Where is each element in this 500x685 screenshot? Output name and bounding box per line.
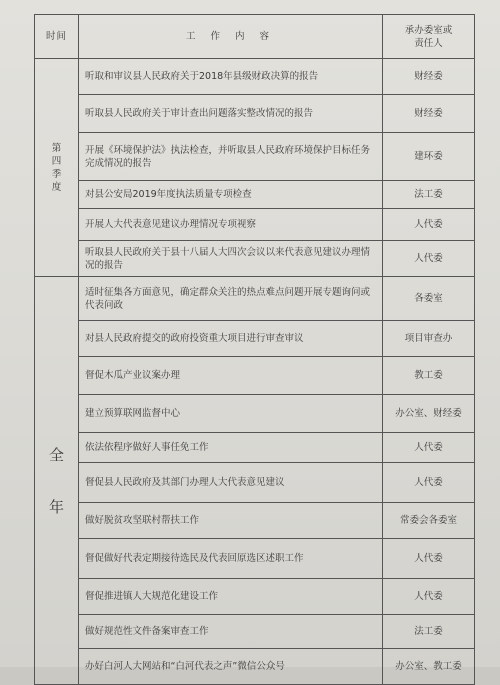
header-owner	[383, 15, 475, 59]
task-owner: 人代委	[383, 539, 475, 579]
table-row	[35, 95, 475, 133]
period-char: 四	[51, 155, 62, 167]
period-char: 全	[48, 445, 64, 464]
period-char: 季	[51, 168, 62, 180]
table-row	[35, 321, 475, 357]
task-owner: 项目审查办	[383, 321, 475, 357]
table-row	[35, 433, 475, 463]
task-owner: 财经委	[383, 59, 475, 95]
task-content: 开展人大代表意见建议办理情况专项视察	[79, 209, 383, 241]
task-content: 做好规范性文件备案审查工作	[79, 615, 383, 649]
period-char: 度	[51, 181, 62, 193]
task-content: 对县公安局2019年度执法质量专项检查	[79, 181, 383, 209]
period-cell-q4	[35, 59, 79, 277]
table-row	[35, 539, 475, 579]
table-row	[35, 615, 475, 649]
header-time: 时间	[35, 15, 79, 59]
task-content: 督促推进镇人大规范化建设工作	[79, 579, 383, 615]
table-row	[35, 133, 475, 181]
task-content: 督促做好代表定期接待选民及代表回原选区述职工作	[79, 539, 383, 579]
table-row	[35, 357, 475, 395]
task-owner: 各委室	[383, 277, 475, 321]
task-owner: 法工委	[383, 181, 475, 209]
work-schedule-table	[34, 14, 475, 685]
task-owner: 建环委	[383, 133, 475, 181]
task-owner: 办公室、财经委	[383, 395, 475, 433]
table-row	[35, 503, 475, 539]
task-owner: 人代委	[383, 433, 475, 463]
task-content: 适时征集各方面意见，确定群众关注的热点难点问题开展专题询问或代表问政	[79, 277, 383, 321]
header-owner-line1: 承办委室或	[404, 24, 453, 36]
task-content: 督促木瓜产业议案办理	[79, 357, 383, 395]
header-content: 工 作 内 容	[79, 15, 383, 59]
table-row	[35, 59, 475, 95]
task-owner: 法工委	[383, 615, 475, 649]
task-content: 对县人民政府提交的政府投资重大项目进行审查审议	[79, 321, 383, 357]
period-char: 年	[48, 497, 64, 516]
header-owner-line2: 责任人	[414, 37, 443, 49]
header-row	[35, 15, 475, 59]
task-owner: 财经委	[383, 95, 475, 133]
period-char: 第	[51, 142, 62, 154]
period-cell-year	[35, 277, 79, 685]
task-owner: 办公室、教工委	[383, 649, 475, 685]
table-row	[35, 463, 475, 503]
table-row	[35, 395, 475, 433]
task-content: 做好脱贫攻坚联村帮扶工作	[79, 503, 383, 539]
table-row	[35, 209, 475, 241]
table-row	[35, 241, 475, 277]
task-content: 开展《环境保护法》执法检查，并听取县人民政府环境保护目标任务完成情况的报告	[79, 133, 383, 181]
task-content: 建立预算联网监督中心	[79, 395, 383, 433]
table-row	[35, 277, 475, 321]
task-content: 听取县人民政府关于审计查出问题落实整改情况的报告	[79, 95, 383, 133]
task-owner: 人代委	[383, 579, 475, 615]
task-content: 听取县人民政府关于县十八届人大四次会议以来代表意见建议办理情况的报告	[79, 241, 383, 277]
task-content: 依法依程序做好人事任免工作	[79, 433, 383, 463]
task-owner: 教工委	[383, 357, 475, 395]
task-owner: 人代委	[383, 209, 475, 241]
task-content: 办好白河人大网站和“白河代表之声”微信公众号	[79, 649, 383, 685]
task-content: 听取和审议县人民政府关于2018年县级财政决算的报告	[79, 59, 383, 95]
task-owner: 常委会各委室	[383, 503, 475, 539]
task-owner: 人代委	[383, 463, 475, 503]
task-content: 督促县人民政府及其部门办理人大代表意见建议	[79, 463, 383, 503]
table-row	[35, 181, 475, 209]
task-owner: 人代委	[383, 241, 475, 277]
table-row	[35, 579, 475, 615]
